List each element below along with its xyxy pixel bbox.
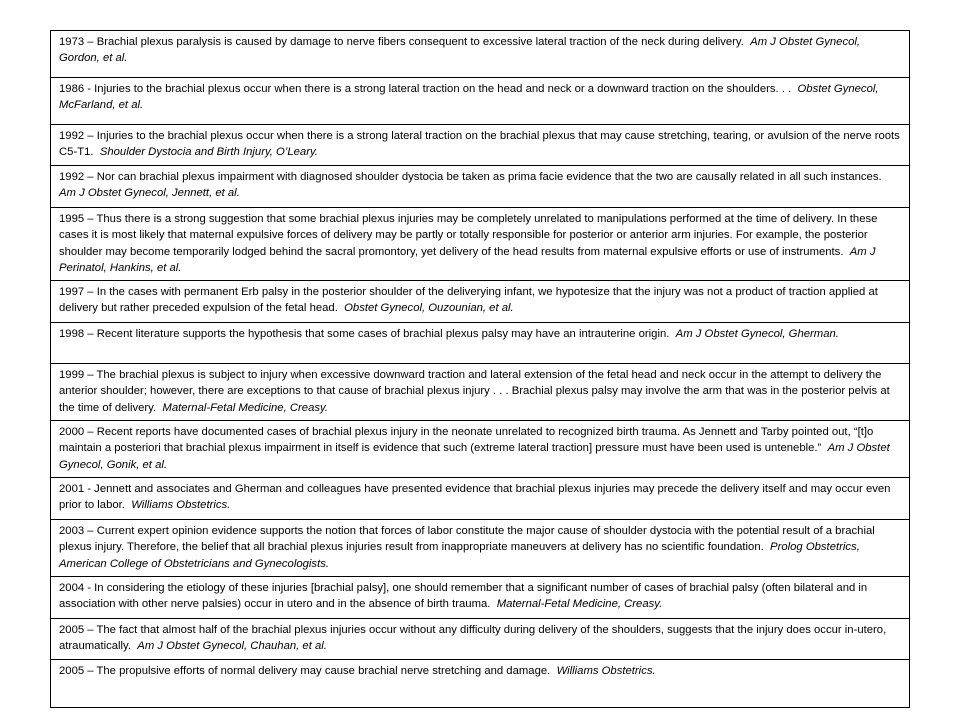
entry-citation: Am J Obstet Gynecol, Gherman. bbox=[675, 328, 839, 340]
entry-cell bbox=[51, 619, 910, 660]
entry-text: 1992 – Injuries to the brachial plexus occur when there is a strong lateral traction on the brachial plexus that may cause stretching, tearing, or avulsion of the nerve roots C5-T1. bbox=[59, 130, 900, 159]
entry-citation: Am J Perinatol, Hankins, et al. bbox=[59, 245, 876, 275]
entry-citation: Williams Obstetrics. bbox=[556, 665, 656, 677]
entry-cell bbox=[51, 478, 910, 520]
entry-text: 2001 - Jennett and associates and Gherman and colleagues have presented evidence that brachial plexus injuries may precede the delivery itself and may occur even prior to labor. bbox=[59, 483, 891, 512]
table-row bbox=[51, 281, 910, 323]
table-row bbox=[51, 208, 910, 281]
entry-citation: Obstet Gynecol, Ouzounian, et al. bbox=[344, 302, 514, 315]
entry-text: 1997 – In the cases with permanent Erb palsy in the posterior shoulder of the deliverying infant, we hypotesize that the injury was not a product of traction applied at delivery but rather preceded expulsion of the fetal head. bbox=[59, 286, 878, 315]
entry-citation: Am J Obstet Gynecol, Jennett, et al. bbox=[59, 187, 240, 200]
entry-text: 2000 – Recent reports have documented cases of brachial plexus injury in the neonate unrelated to recognized birth trauma. As Jennett and Tarby pointed out, “[t]o maintain a posteriori that brachial plexus impairment in itself is evidence that such (extreme lateral traction] pressure must have been used is unteneble.” bbox=[59, 426, 874, 455]
table-row bbox=[51, 166, 910, 208]
entry-text: 1986 - Injuries to the brachial plexus occur when there is a strong lateral traction on the head and neck or a downward traction on the shoulders. . . bbox=[59, 83, 792, 95]
entry-cell bbox=[51, 323, 910, 364]
entry-citation: Shoulder Dystocia and Birth Injury, O’Leary. bbox=[99, 146, 318, 159]
entry-text: 1999 – The brachial plexus is subject to injury when excessive downward traction and lateral extension of the fetal head and neck occur in the attempt to delivery the anterior shoulder; however, there are exceptions to that cause of brachial plexus injury . . . Brachial plexus palsy may involve the arm that was in the posterior pelvis at the time of delivery. bbox=[59, 369, 890, 414]
entry-text: 2004 - In considering the etiology of these injuries [brachial palsy], one should remember that a significant number of cases of brachial palsy (often bilateral and in association with other nerve palsies) occur in utero and in the absence of birth trauma. bbox=[59, 582, 868, 611]
entry-cell bbox=[51, 421, 910, 478]
entry-text: 1995 – Thus there is a strong suggestion that some brachial plexus injuries may be completely unrelated to manipulations performed at the time of delivery. In these cases it is most likely that maternal expulsive forces of delivery may be partly or totally responsible for posterior or anterior arm injuries. For example, the posterior shoulder may become temporarily lodged behind the sacral promontory, yet delivery of the head results from maternal expulsive efforts or use of instruments. bbox=[59, 213, 878, 258]
entry-citation: Am J Obstet Gynecol, Gonik, et al. bbox=[59, 442, 890, 471]
entry-cell bbox=[51, 364, 910, 421]
entry-cell bbox=[51, 208, 910, 281]
table-row bbox=[51, 125, 910, 166]
table-row bbox=[51, 577, 910, 619]
entry-cell bbox=[51, 78, 910, 125]
table-row bbox=[51, 421, 910, 478]
table-row bbox=[51, 660, 910, 708]
table-row bbox=[51, 31, 910, 78]
entry-cell bbox=[51, 166, 910, 208]
entry-citation: Maternal-Fetal Medicine, Creasy. bbox=[496, 598, 663, 611]
entry-citation: Obstet Gynecol, McFarland, et al. bbox=[59, 83, 879, 112]
table-row bbox=[51, 520, 910, 577]
entry-text: 1992 – Nor can brachial plexus impairment with diagnosed shoulder dystocia be taken as prima facie evidence that the two are causally related in all such instances. bbox=[59, 171, 882, 183]
entry-cell bbox=[51, 577, 910, 619]
entry-cell bbox=[51, 660, 910, 708]
entry-citation: Maternal-Fetal Medicine, Creasy. bbox=[162, 401, 328, 414]
table-row bbox=[51, 478, 910, 520]
entry-text: 1973 – Brachial plexus paralysis is caused by damage to nerve fibers consequent to excessive lateral traction of the neck during delivery. bbox=[59, 36, 744, 48]
entry-text: 2005 – The fact that almost half of the brachial plexus injuries occur without any difficulty during delivery of the shoulders, suggests that the injury does occur in-utero, atraumatically. bbox=[59, 624, 887, 653]
entry-text: 2005 – The propulsive efforts of normal delivery may cause brachial nerve stretching and damage. bbox=[59, 665, 551, 677]
entry-cell bbox=[51, 31, 910, 78]
table-row bbox=[51, 323, 910, 364]
entry-citation: Am J Obstet Gynecol, Chauhan, et al. bbox=[137, 640, 327, 653]
entry-citation: Williams Obstetrics. bbox=[131, 499, 231, 512]
entry-cell bbox=[51, 125, 910, 166]
entry-text: 2003 – Current expert opinion evidence supports the notion that forces of labor constitute the major cause of shoulder dystocia with the potential result of a brachial plexus injury. Therefore, the belief that all brachial plexus injuries result from inappropriate maneuvers at delivery has no scientific foundation. bbox=[59, 525, 875, 554]
entry-text: 1998 – Recent literature supports the hypothesis that some cases of brachial plexus palsy may have an intrauterine origin. bbox=[59, 328, 670, 340]
entry-citation: Prolog Obstetrics, American College of Obstetricians and Gynecologists. bbox=[59, 541, 860, 570]
table-row bbox=[51, 364, 910, 421]
citation-timeline-table bbox=[50, 30, 910, 708]
entry-citation: Am J Obstet Gynecol, Gordon, et al. bbox=[59, 36, 861, 65]
table-row bbox=[51, 619, 910, 660]
entry-cell bbox=[51, 281, 910, 323]
table-row bbox=[51, 78, 910, 125]
entry-cell bbox=[51, 520, 910, 577]
